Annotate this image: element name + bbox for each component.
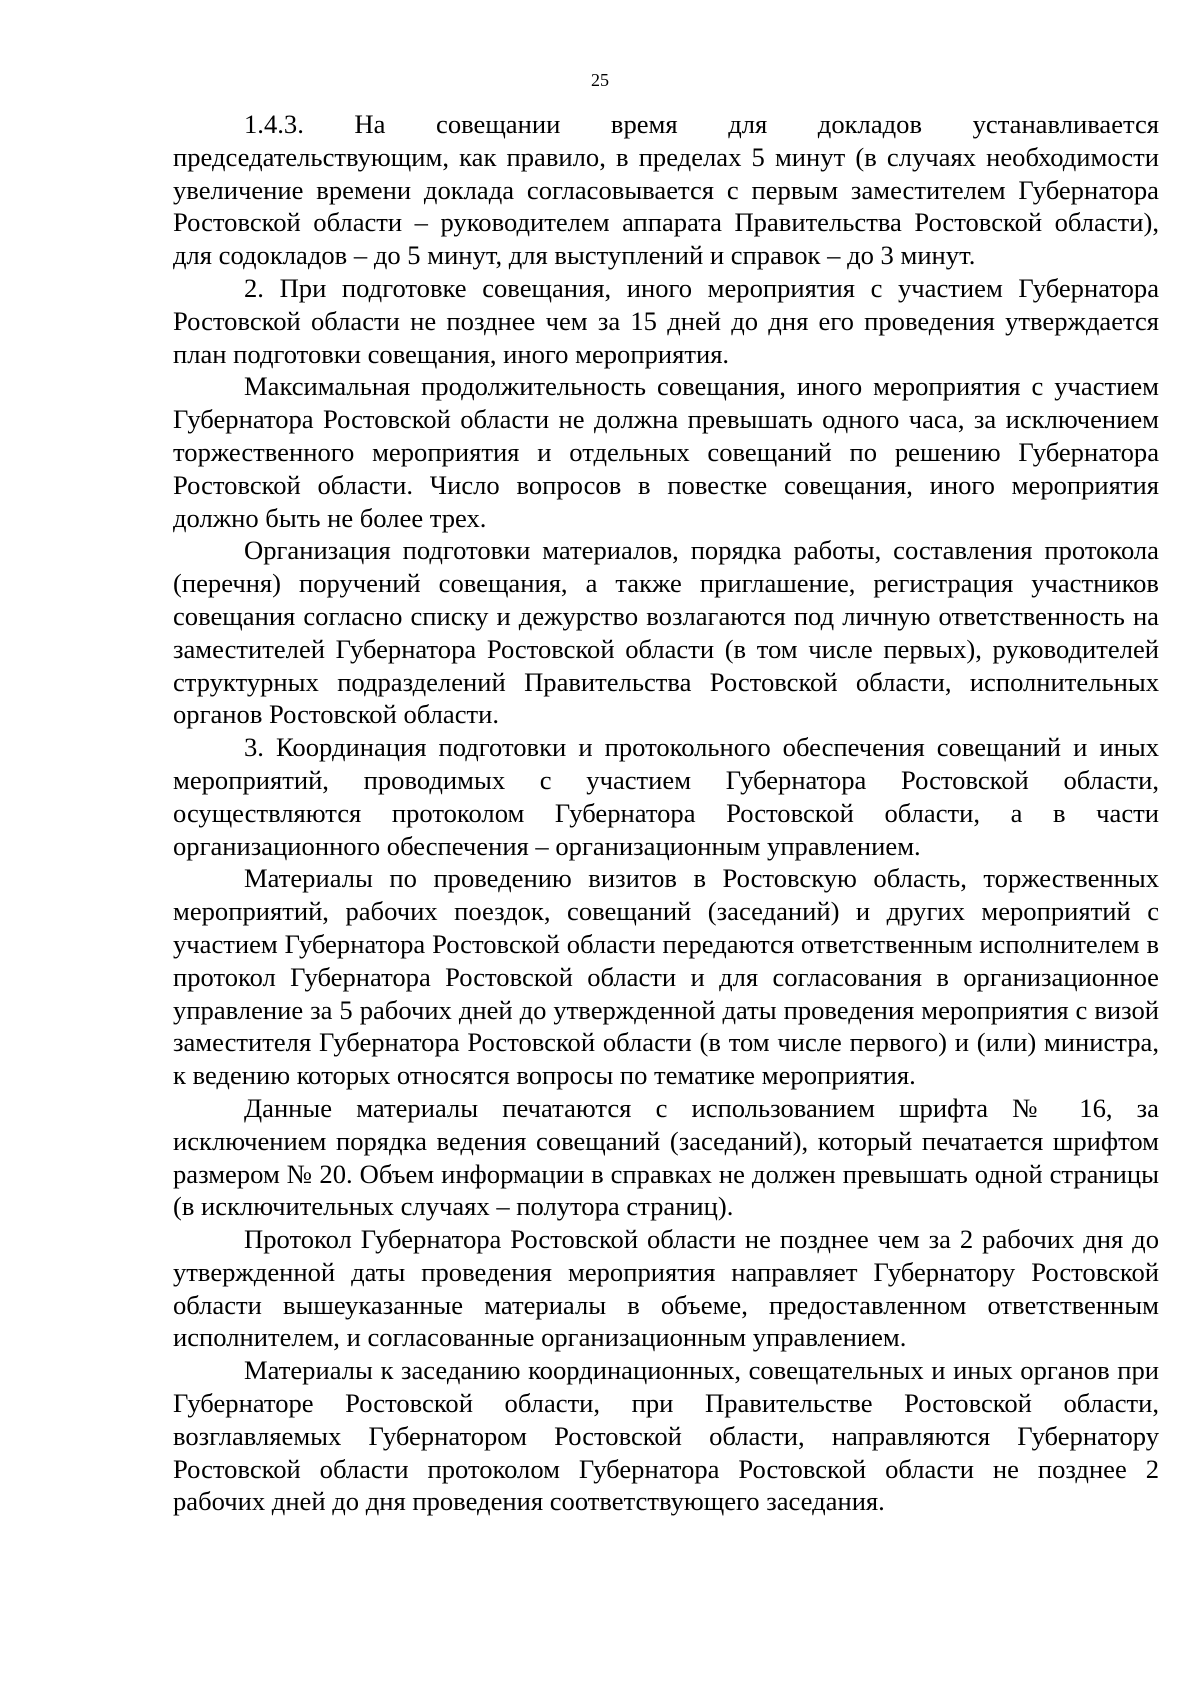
page-number: 25 — [591, 70, 609, 90]
paragraph-font-requirements: Данные материалы печатаются с использованием шрифта № 16, за исключением порядка ведения совещаний (заседаний), который печатается шрифтом размером № 20. Объем информации в справках не должен превышать одной страницы (в исключительных случаях – полутора страниц). — [173, 1092, 1159, 1222]
document-body — [173, 108, 1159, 1518]
paragraph-max-duration: Максимальная продолжительность совещания, иного мероприятия с участием Губернатора Ростовской области не должна превышать одного часа, за исключением торжественного мероприятия и отдельных совещаний по решению Губернатора Ростовской области. Число вопросов в повестке совещания, иного мероприятия должно быть не более трех. — [173, 371, 1159, 533]
paragraph-organization: Организация подготовки материалов, порядка работы, составления протокола (перечня) поручений совещания, а также приглашение, регистрация участников совещания согласно списку и дежурство возлагаются под личную ответственность на заместителей Губернатора Ростовской области (в том числе первых), руководителей структурных подразделений Правительства Ростовской области, исполнительных органов Ростовской области. — [173, 535, 1159, 730]
paragraph-council-materials: Материалы к заседанию координационных, совещательных и иных органов при Губернаторе Ростовской области, при Правительстве Ростовской области, возглавляемых Губернатором Ростовской области, направляются Губернатору Ростовской области протоколом Губернатора Ростовской области не позднее 2 рабочих дней до дня проведения соответствующего заседания. — [173, 1355, 1159, 1517]
paragraph-1-4-3: 1.4.3. На совещании время для докладов устанавливается председательствующим, как правило, в пределах 5 минут (в случаях необходимости увеличение времени доклада согласовывается с первым заместителем Губернатора Ростовской области – руководителем аппарата Правительства Ростовской области), для содокладов – до 5 минут, для выступлений и справок – до 3 минут. — [173, 109, 1159, 271]
paragraph-3: 3. Координация подготовки и протокольного обеспечения совещаний и иных мероприятий, проводимых с участием Губернатора Ростовской области, осуществляются протоколом Губернатора Ростовской области, а в части организационного обеспечения – организационным управлением. — [173, 732, 1159, 861]
paragraph-protocol-deadline: Протокол Губернатора Ростовской области не позднее чем за 2 рабочих дня до утвержденной даты проведения мероприятия направляет Губернатору Ростовской области вышеуказанные материалы в объеме, предоставленном ответственным исполнителем, и согласованные организационным управлением. — [173, 1224, 1159, 1353]
paragraph-2: 2. При подготовке совещания, иного мероприятия с участием Губернатора Ростовской области не позднее чем за 15 дней до дня его проведения утверждается план подготовки совещания, иного мероприятия. — [173, 272, 1159, 369]
paragraph-visit-materials: Материалы по проведению визитов в Ростовскую область, торжественных мероприятий, рабочих поездок, совещаний (заседаний) и других мероприятий с участием Губернатора Ростовской области передаются ответственным исполнителем в протокол Губернатора Ростовской области и для согласования в организационное управление за 5 рабочих дней до утвержденной даты проведения мероприятия с визой заместителя Губернатора Ростовской области (в том числе первого) и (или) министра, к ведению которых относятся вопросы по тематике мероприятия. — [173, 863, 1159, 1091]
